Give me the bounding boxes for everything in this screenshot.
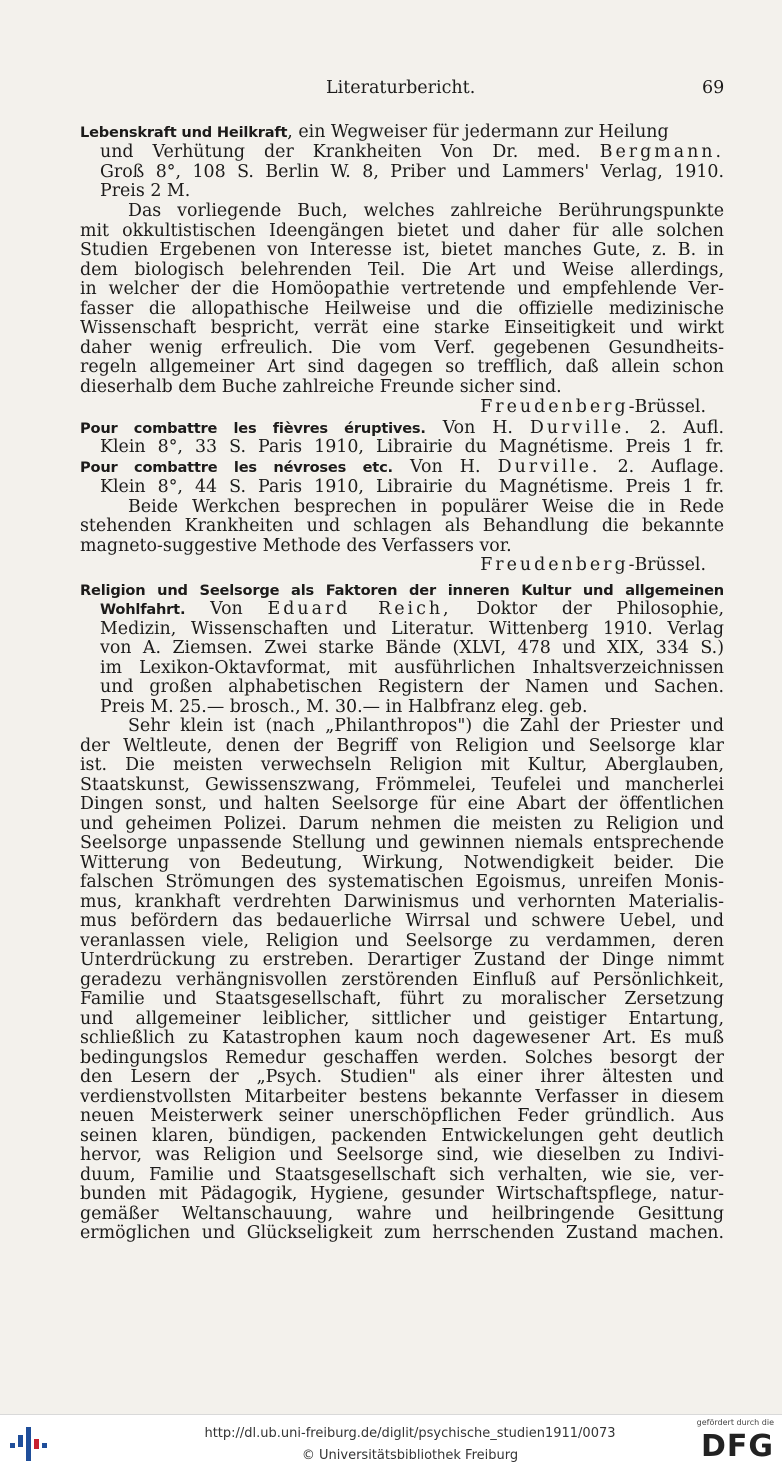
paragraph-line: duum, Familie und Staatsgesellschaft sich verhalten, wie sie, ver-	[80, 1165, 724, 1185]
review1-title-line	[0, 122, 724, 142]
reviewer-name: Freudenberg	[480, 555, 629, 575]
paragraph-line: hervor, was Religion und Seelsorge sind, wie dieselben zu Indivi-	[80, 1145, 724, 1165]
paragraph-line: und allgemeiner leiblicher, sittlicher und geistiger Entartung,	[80, 1009, 724, 1029]
review3-publication: und großen alphabetischen Registern der Namen und Sachen.	[100, 677, 724, 697]
paragraph-line: gemäßer Weltanschauung, wahre und heilbringende Gesittung	[80, 1204, 724, 1224]
review2b-author: Durville.	[497, 457, 601, 477]
paragraph-line: dieserhalb dem Buche zahlreiche Freunde sicher sind.	[80, 377, 562, 397]
copyright-notice: © Universitätsbibliothek Freiburg	[301, 1448, 519, 1463]
reviewer-place: -Brüssel.	[628, 397, 706, 417]
paragraph-line: falschen Strömungen des systematischen Egoismus, unreifen Monis-	[80, 872, 724, 892]
paragraph-line: Wissenschaft bespricht, verrät eine starke Einseitigkeit und wirkt	[80, 318, 724, 338]
review2a-author: Durville.	[529, 418, 633, 438]
review3-title-line	[80, 580, 724, 600]
paragraph-line: Staatskunst, Gewissenszwang, Frömmelei, Teufelei und mancherlei	[80, 775, 724, 795]
review1-meta-line	[100, 142, 724, 162]
dfg-caption: gefördert durch die	[696, 1418, 774, 1427]
paragraph-line: Unterdrückung zu erstreben. Derartiger Zustand der Dinge nimmt	[80, 950, 724, 970]
paragraph-line: dem biologisch belehrenden Teil. Die Art und Weise allerdings,	[80, 260, 724, 280]
paragraph-line: Familie und Staatsgesellschaft, führt zu moralischer Zersetzung	[80, 989, 724, 1009]
paragraph-line: mit okkultistischen Ideengängen bietet und daher für alle solchen	[80, 221, 724, 241]
paragraph-line: regeln allgemeiner Art sind dagegen so trefflich, daß allein schon	[80, 357, 724, 377]
paragraph-line: den Lesern der „Psych. Studien" als einer ihrer ältesten und	[80, 1067, 724, 1087]
review2b-title-line	[80, 457, 724, 477]
ub-freiburg-logo-icon	[6, 1421, 50, 1465]
page-number: 69	[702, 78, 725, 98]
paragraph-line: Das vorliegende Buch, welches zahlreiche Berührungspunkte	[128, 201, 724, 221]
review1-author: Bergmann.	[599, 142, 724, 162]
footer-bar	[0, 1414, 782, 1470]
review3-publication: Medizin, Wissenschaften und Literatur. Wittenberg 1910. Verlag	[100, 619, 724, 639]
review3-title-end: Wohlfahrt.	[100, 601, 186, 618]
paragraph-line: Seelsorge unpassende Stellung und gewinnen niemals entsprechende	[80, 833, 724, 853]
reviewer-name: Freudenberg	[480, 397, 629, 417]
review3-author: Eduard Reich,	[267, 599, 452, 619]
review2a-title-line	[80, 418, 724, 438]
paragraph-line: stehenden Krankheiten und schlagen als Behandlung die bekannte	[80, 516, 724, 536]
paragraph-line: Dingen sonst, und halten Seelsorge für eine Abart der öffentlichen	[80, 794, 724, 814]
text-segment: 2. Auflage.	[617, 457, 724, 477]
paragraph-line: mus, krankhaft verdrehten Darwinismus und verhornten Materialis-	[80, 892, 724, 912]
text-segment: und Verhütung der Krankheiten Von Dr. med.	[100, 142, 581, 162]
review3-publication: im Lexikon-Oktavformat, mit ausführlichen Inhaltsverzeichnissen	[100, 658, 724, 678]
review1-subtitle: , ein Wegweiser für jedermann zur Heilung	[287, 122, 669, 142]
review1-title: Lebenskraft und Heilkraft	[80, 124, 288, 141]
paragraph-line: daher wenig erfreulich. Die vom Verf. gegebenen Gesundheits-	[80, 338, 724, 358]
review3-publication: von A. Ziemsen. Zwei starke Bände (XLVI, 478 und XIX, 334 S.)	[100, 638, 724, 658]
review2a-title: Pour combattre les fièvres éruptives.	[80, 420, 426, 437]
text-segment: Doktor der Philosophie,	[476, 599, 724, 619]
running-header	[0, 78, 782, 98]
text-segment: 2. Aufl.	[649, 418, 724, 438]
running-title: Literaturbericht.	[326, 78, 476, 98]
dfg-logo: DFG	[700, 1429, 774, 1464]
review1-price: Preis 2 M.	[100, 181, 191, 201]
paragraph-line: ist. Die meisten verwechseln Religion mit Kultur, Aberglauben,	[80, 755, 724, 775]
paragraph-line: schließlich zu Katastrophen kaum noch dagewesener Art. Es muß	[80, 1028, 724, 1048]
paragraph-line: ermöglichen und Glückseligkeit zum herrschenden Zustand machen.	[80, 1223, 724, 1243]
permalink-url[interactable]: http://dl.ub.uni-freiburg.de/diglit/psychische_studien1911/0073	[204, 1426, 616, 1441]
paragraph-line: veranlassen viele, Religion und Seelsorge zu verdammen, deren	[80, 931, 724, 951]
paragraph-line: Studien Ergebenen von Interesse ist, bietet manches Gute, z. B. in	[80, 240, 724, 260]
reviewer-place: -Brüssel.	[628, 555, 706, 575]
text-segment: Von	[210, 599, 243, 619]
paragraph-line: verdienstvollsten Mitarbeiter bestens bekannte Verfasser in diesem	[80, 1087, 724, 1107]
text-segment: Von H.	[410, 457, 481, 477]
paragraph-line: mus befördern das bedauerliche Wirrsal und schwere Uebel, und	[80, 911, 724, 931]
paragraph-line: und geheimen Polizei. Darum nehmen die meisten zu Religion und	[80, 814, 724, 834]
review2b-title: Pour combattre les névroses etc.	[80, 459, 393, 476]
review2b-publication: Klein 8°, 44 S. Paris 1910, Librairie du Magnétisme. Preis 1 fr.	[100, 477, 724, 497]
review3-title: Religion und Seelsorge als Faktoren der inneren Kultur und allgemeinen	[80, 582, 724, 599]
paragraph-line: Witterung von Bedeutung, Wirkung, Notwendigkeit beider. Die	[80, 853, 724, 873]
review2-signature	[80, 555, 706, 575]
paragraph-line: magneto-suggestive Methode des Verfassers vor.	[80, 536, 512, 556]
paragraph-line: bunden mit Pädagogik, Hygiene, gesunder Wirtschaftspflege, natur-	[80, 1184, 724, 1204]
paragraph-line: fasser die allopathische Heilweise und die offizielle medizinische	[80, 299, 724, 319]
text-segment: Von H.	[442, 418, 513, 438]
review3-price: Preis M. 25.— brosch., M. 30.— in Halbfranz eleg. geb.	[100, 697, 588, 717]
paragraph-line: bedingungslos Remedur geschaffen werden. Solches besorgt der	[80, 1048, 724, 1068]
paragraph-line: geradezu verhängnisvollen zerstörenden Einfluß auf Persönlichkeit,	[80, 970, 724, 990]
paragraph-line: neuen Meisterwerk seiner unerschöpflichen Feder gründlich. Aus	[80, 1106, 724, 1126]
review3-meta-line	[100, 599, 724, 619]
paragraph-line: Beide Werkchen besprechen in populärer Weise die in Rede	[128, 497, 724, 517]
review1-publication: Groß 8°, 108 S. Berlin W. 8, Priber und Lammers' Verlag, 1910.	[100, 162, 724, 182]
review1-signature	[80, 397, 706, 417]
review2a-publication: Klein 8°, 33 S. Paris 1910, Librairie du Magnétisme. Preis 1 fr.	[100, 437, 724, 457]
paragraph-line: in welcher der die Homöopathie vertretende und empfehlende Ver-	[80, 279, 724, 299]
paragraph-line: seinen klaren, bündigen, packenden Entwickelungen geht deutlich	[80, 1126, 724, 1146]
paragraph-line: der Weltleute, denen der Begriff von Religion und Seelsorge klar	[80, 736, 724, 756]
paragraph-line: Sehr klein ist (nach „Philanthropos") die Zahl der Priester und	[128, 716, 724, 736]
